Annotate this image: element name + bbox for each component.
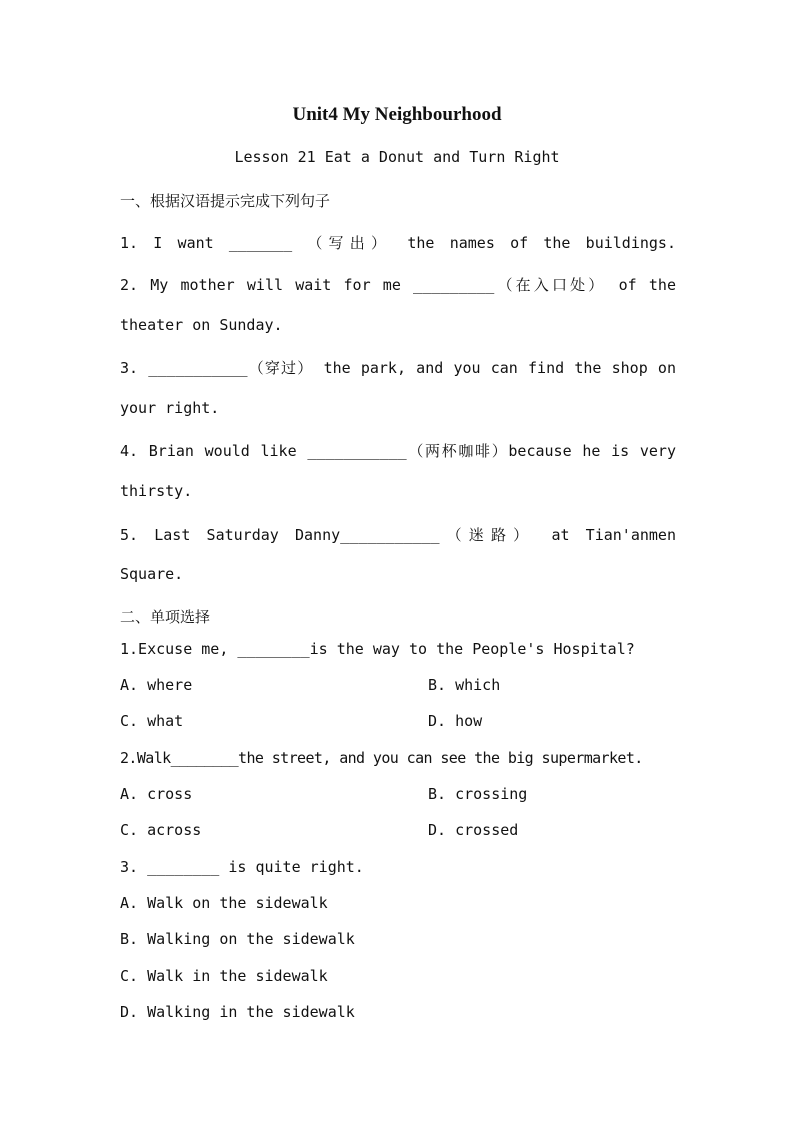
s2-q3-option-b: B. Walking on the sidewalk xyxy=(120,930,355,948)
s1-question-3-line2: your right. xyxy=(120,399,220,417)
s2-q3-option-c: C. Walk in the sidewalk xyxy=(120,967,328,985)
s2-q1-option-a: A. where xyxy=(120,676,193,694)
s2-q3-option-a: A. Walk on the sidewalk xyxy=(120,894,328,912)
s1-question-2-line1: 2. My mother will wait for me _________（在入口处） of the xyxy=(120,276,676,294)
lesson-subtitle: Lesson 21 Eat a Donut and Turn Right xyxy=(234,148,560,166)
s1-question-4-line2: thirsty. xyxy=(120,482,193,500)
s2-q3-option-d: D. Walking in the sidewalk xyxy=(120,1003,355,1021)
s2-question-3-stem: 3. ________ is quite right. xyxy=(120,858,364,876)
s1-question-3-line1: 3. ___________（穿过） the park, and you can find the shop on xyxy=(120,359,676,377)
section2-heading: 二、单项选择 xyxy=(120,608,211,626)
s1-question-5-line2: Square. xyxy=(120,565,184,583)
s1-question-5-line1: 5. Last Saturday Danny___________（迷路） at Tian'anmen xyxy=(120,526,676,544)
section1-heading: 一、根据汉语提示完成下列句子 xyxy=(120,192,331,210)
s2-question-1-stem: 1.Excuse me, ________is the way to the People's Hospital? xyxy=(120,640,635,658)
s1-question-1: 1. I want _______ （写出） the names of the buildings. xyxy=(120,234,676,252)
s1-question-2-line2: theater on Sunday. xyxy=(120,316,283,334)
s2-q2-option-b: B. crossing xyxy=(428,785,528,803)
s2-q1-option-c: C. what xyxy=(120,712,184,730)
s1-question-4-line1: 4. Brian would like ___________（两杯咖啡）because he is very xyxy=(120,442,676,460)
s2-q2-option-d: D. crossed xyxy=(428,821,519,839)
s2-q2-option-a: A. cross xyxy=(120,785,193,803)
s2-question-2-stem: 2.Walk________the street, and you can see the big supermarket. xyxy=(120,749,643,767)
s2-q2-option-c: C. across xyxy=(120,821,202,839)
page-title: Unit4 My Neighbourhood xyxy=(292,104,502,125)
s2-q1-option-d: D. how xyxy=(428,712,483,730)
s2-q1-option-b: B. which xyxy=(428,676,501,694)
